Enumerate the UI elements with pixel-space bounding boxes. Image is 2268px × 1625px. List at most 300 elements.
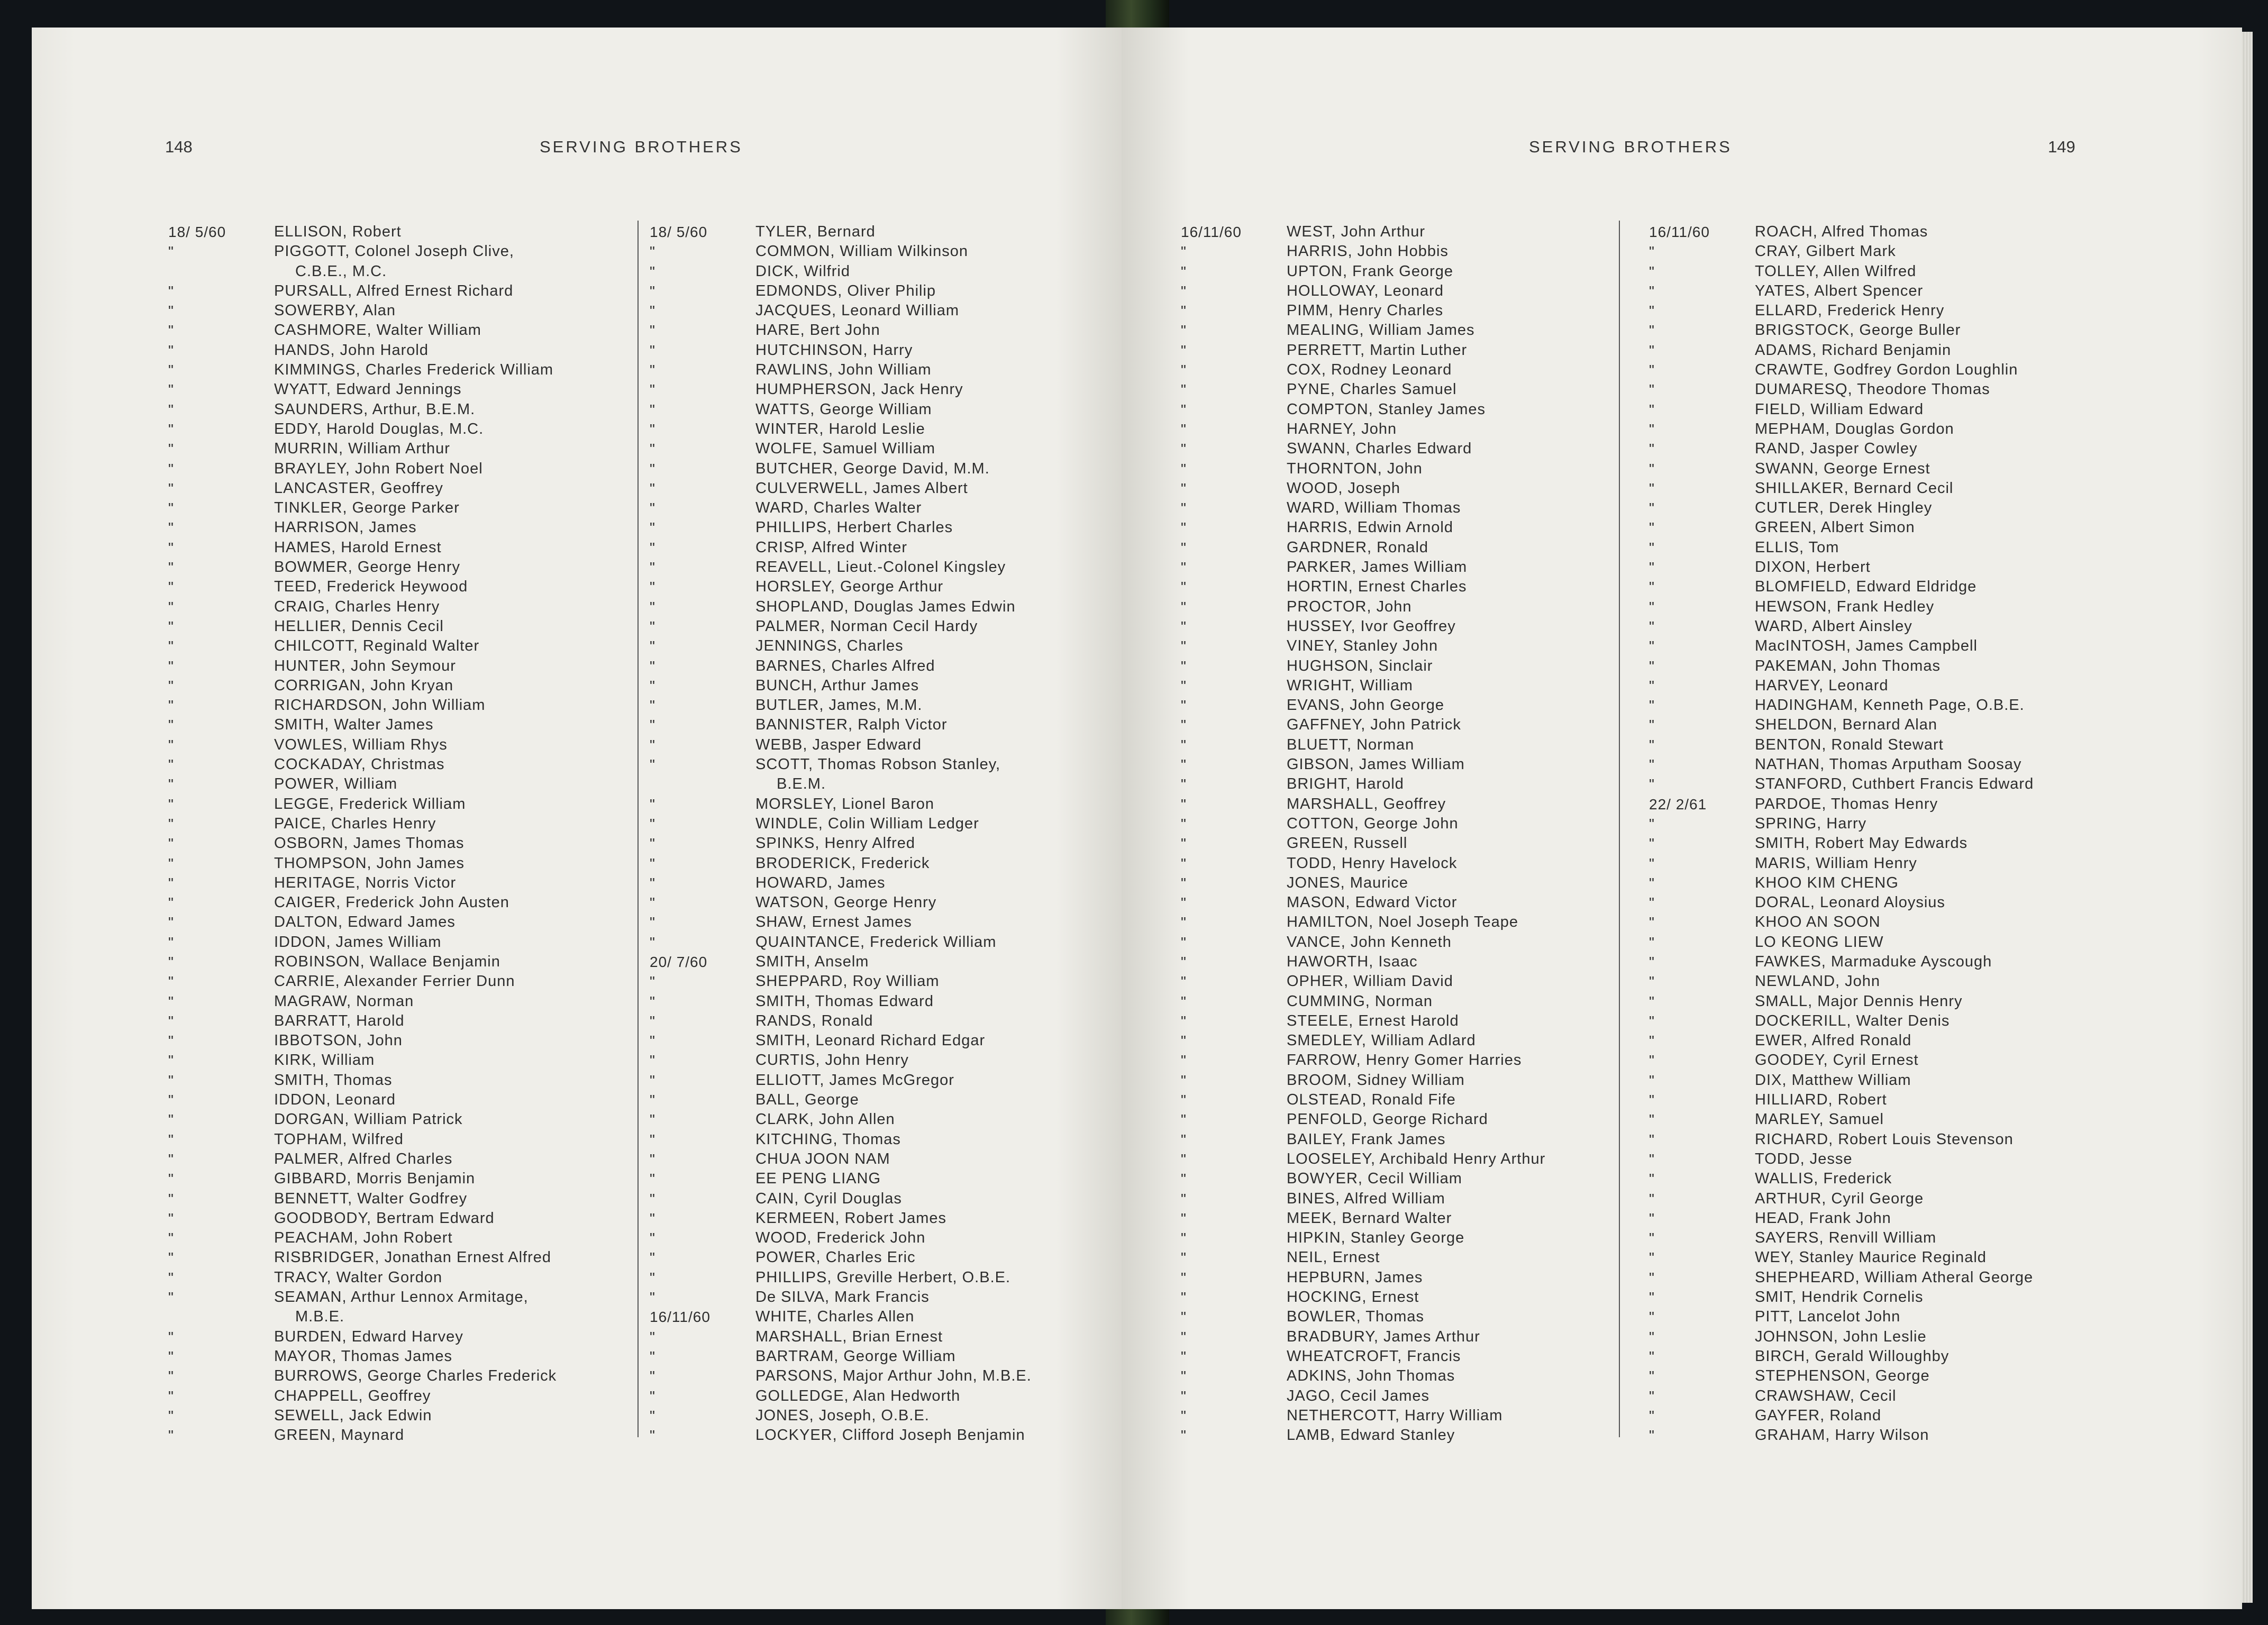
list-item: [1649, 400, 2034, 419]
entry-name: REAVELL, Lieut.-Colonel Kingsley: [755, 559, 1006, 576]
list-item: [1181, 1288, 1545, 1307]
list-item: [1649, 755, 2034, 774]
entry-name: CARRIE, Alexander Ferrier Dunn: [274, 973, 515, 990]
list-item: [168, 952, 557, 972]
entry-name: IBBOTSON, John: [274, 1032, 403, 1049]
column-divider-right: [1619, 221, 1620, 1437]
entry-name: WARD, William Thomas: [1287, 499, 1461, 517]
entry-date: ": [650, 1131, 655, 1148]
entry-date: [168, 1307, 274, 1327]
entry-name: CHAPPELL, Geoffrey: [274, 1387, 431, 1404]
entry-name: HEAD, Frank John: [1755, 1209, 1891, 1227]
entry-name: MARLEY, Samuel: [1755, 1111, 1884, 1128]
entry-date: ": [168, 1033, 174, 1049]
entry-date: ": [1181, 973, 1187, 990]
entry-name: CASHMORE, Walter William: [274, 322, 481, 339]
entry-date: ": [650, 835, 655, 852]
entry-name: BIRCH, Gerald Willoughby: [1755, 1347, 1950, 1365]
entry-name: THOMPSON, John James: [274, 854, 465, 872]
entry-name: VOWLES, William Rhys: [274, 736, 448, 753]
left-page-column-1: [168, 222, 557, 1445]
entry-date: ": [1649, 1190, 1655, 1207]
entry-date: ": [650, 1210, 655, 1227]
entry-date: ": [1649, 1407, 1655, 1424]
entry-date: ": [1649, 697, 1655, 714]
entry-date: ": [168, 519, 174, 536]
entry-date: ": [168, 243, 174, 260]
entry-name: DORGAN, William Patrick: [274, 1111, 463, 1128]
entry-name: PARSONS, Major Arthur John, M.B.E.: [755, 1367, 1032, 1385]
entry-date: ": [650, 579, 655, 596]
list-item: [650, 262, 1032, 281]
entry-name: SPINKS, Henry Alfred: [755, 835, 916, 852]
entry-date: ": [1649, 993, 1655, 1010]
entry-date: ": [1181, 1407, 1187, 1424]
list-item: [650, 518, 1032, 537]
entry-date: ": [168, 480, 174, 497]
entry-name: PARDOE, Thomas Henry: [1755, 795, 1938, 812]
entry-date: ": [650, 796, 655, 812]
entry-name: HUMPHERSON, Jack Henry: [755, 381, 963, 398]
entry-name: DORAL, Leonard Aloysius: [1755, 894, 1945, 911]
list-item: [168, 617, 557, 636]
entry-name: LANCASTER, Geoffrey: [274, 479, 443, 497]
entry-date: ": [1181, 381, 1187, 398]
list-item: [168, 1366, 557, 1386]
list-item: [650, 873, 1032, 893]
entry-date: ": [1649, 1092, 1655, 1109]
entry-name: BENNETT, Walter Godfrey: [274, 1190, 468, 1207]
entry-name: JAGO, Cecil James: [1287, 1387, 1429, 1404]
list-item: [1649, 1288, 2034, 1307]
list-item: [1649, 676, 2034, 696]
entry-date: ": [168, 1249, 174, 1266]
list-item: [168, 242, 557, 261]
entry-date: ": [650, 1289, 655, 1306]
entry-date: ": [168, 539, 174, 556]
entry-date: ": [650, 559, 655, 576]
list-item: [168, 1288, 557, 1307]
list-item: [1181, 1268, 1545, 1288]
list-item: [650, 1406, 1032, 1426]
list-item: [168, 676, 557, 696]
entry-name: GRAHAM, Harry Wilson: [1755, 1427, 1929, 1444]
entry-name: COMPTON, Stanley James: [1287, 400, 1486, 418]
list-item: [650, 558, 1032, 577]
entry-name: COTTON, George John: [1287, 815, 1459, 832]
list-item: [168, 360, 557, 380]
entry-name: MAYOR, Thomas James: [274, 1347, 453, 1365]
entry-name: JENNINGS, Charles: [755, 637, 904, 655]
entry-date: ": [168, 993, 174, 1010]
entry-name: OSBORN, James Thomas: [274, 835, 464, 852]
entry-name: STEPHENSON, George: [1755, 1367, 1930, 1385]
entry-date: ": [168, 1407, 174, 1424]
list-item: [1181, 774, 1545, 794]
entry-name: JONES, Joseph, O.B.E.: [755, 1407, 930, 1424]
list-item: [1649, 735, 2034, 755]
entry-date: ": [1649, 1230, 1655, 1247]
list-item: [1181, 1090, 1545, 1110]
running-heading-left: SERVING BROTHERS: [540, 138, 743, 156]
entry-date: ": [1181, 480, 1187, 497]
entry-name: OPHER, William David: [1287, 973, 1453, 990]
entry-name: BOWMER, George Henry: [274, 559, 460, 576]
list-item: [1649, 696, 2034, 715]
entry-name: MEPHAM, Douglas Gordon: [1755, 420, 1954, 437]
entry-name: MARIS, William Henry: [1755, 854, 1917, 872]
entry-date: ": [168, 835, 174, 852]
entry-name: MARSHALL, Brian Ernest: [755, 1328, 943, 1345]
entry-date: ": [1649, 401, 1655, 418]
entry-name: LAMB, Edward Stanley: [1287, 1427, 1455, 1444]
entry-name: HORTIN, Ernest Charles: [1287, 578, 1467, 596]
entry-date: ": [650, 1230, 655, 1247]
entry-date: ": [1649, 914, 1655, 931]
entry-name: KHOO KIM CHENG: [1755, 874, 1899, 891]
list-item: [168, 1268, 557, 1288]
list-item: [168, 933, 557, 952]
entry-date: ": [1649, 480, 1655, 497]
list-item: [1181, 1327, 1545, 1347]
list-item: [168, 1169, 557, 1189]
entry-name: SMITH, Thomas: [274, 1071, 393, 1089]
entry-name: HADINGHAM, Kenneth Page, O.B.E.: [1755, 697, 2025, 714]
entry-name: CHUA JOON NAM: [755, 1150, 890, 1167]
entry-date: ": [1181, 638, 1187, 655]
entry-name: HARRIS, John Hobbis: [1287, 243, 1449, 260]
list-item: [1649, 1228, 2034, 1248]
entry-date: ": [1649, 1171, 1655, 1188]
list-item: [1181, 597, 1545, 617]
list-item: [168, 1110, 557, 1129]
list-item: [168, 301, 557, 321]
entry-date: ": [1649, 638, 1655, 655]
entry-name: BOWYER, Cecil William: [1287, 1170, 1462, 1188]
entry-name: DIXON, Herbert: [1755, 559, 1871, 576]
list-item: [650, 577, 1032, 597]
entry-date: ": [168, 1210, 174, 1227]
list-item: [650, 222, 1032, 242]
entry-name: CRAWTE, Godfrey Gordon Loughlin: [1755, 361, 2018, 379]
entry-date: ": [1649, 1309, 1655, 1326]
entry-name: HIPKIN, Stanley George: [1287, 1229, 1465, 1247]
entry-date: ": [1649, 1033, 1655, 1049]
entry-date: ": [650, 1249, 655, 1266]
entry-date: ": [168, 736, 174, 753]
entry-date: ": [1181, 519, 1187, 536]
entry-date: ": [1181, 500, 1187, 517]
list-item: [1649, 1406, 2034, 1426]
entry-date: ": [1181, 362, 1187, 379]
entry-date: ": [168, 1230, 174, 1247]
list-item: [1649, 222, 2034, 242]
entry-date: ": [1649, 894, 1655, 911]
entry-date: ": [1649, 934, 1655, 951]
entry-name: MASON, Edward Victor: [1287, 894, 1458, 911]
list-item: [1181, 636, 1545, 656]
list-item: [650, 893, 1032, 912]
entry-date: ": [1181, 1230, 1187, 1247]
list-item: [1649, 1110, 2034, 1129]
entry-name: DIX, Matthew William: [1755, 1071, 1911, 1089]
list-item: [168, 1031, 557, 1051]
entry-date: ": [1649, 874, 1655, 891]
list-item: [1181, 400, 1545, 419]
entry-date: ": [1181, 1289, 1187, 1306]
entry-date: ": [1649, 1368, 1655, 1385]
list-item: [650, 400, 1032, 419]
list-item: [1649, 992, 2034, 1011]
entry-date: ": [1181, 815, 1187, 832]
entry-date: ": [168, 1111, 174, 1128]
entry-date: ": [168, 1151, 174, 1167]
entry-name: WOOD, Frederick John: [755, 1229, 926, 1247]
entry-date: ": [650, 1387, 655, 1404]
entry-date: ": [1181, 1052, 1187, 1069]
list-item: [650, 1130, 1032, 1149]
entry-name: GREEN, Maynard: [274, 1427, 405, 1444]
entry-name: CUMMING, Norman: [1287, 992, 1433, 1010]
list-item: [168, 992, 557, 1011]
entry-name: TRACY, Walter Gordon: [274, 1268, 443, 1286]
entry-date: ": [1181, 1151, 1187, 1167]
entry-date: ": [1649, 263, 1655, 280]
list-item: [650, 656, 1032, 676]
entry-date: ": [1649, 1052, 1655, 1069]
list-item: [650, 242, 1032, 261]
entry-date: ": [650, 1348, 655, 1365]
list-item: [1181, 1130, 1545, 1149]
entry-name: SMALL, Major Dennis Henry: [1755, 992, 1963, 1010]
list-item: [1181, 262, 1545, 281]
entry-date: ": [650, 756, 655, 773]
list-item: [168, 597, 557, 617]
entry-date: ": [168, 1427, 174, 1444]
entry-date: ": [650, 1328, 655, 1345]
entry-name: GOODBODY, Bertram Edward: [274, 1209, 495, 1227]
entry-name: PITT, Lancelot John: [1755, 1308, 1901, 1326]
list-item: [650, 735, 1032, 755]
entry-date: ": [650, 914, 655, 931]
entry-name: PALMER, Alfred Charles: [274, 1150, 453, 1167]
entry-date: ": [650, 421, 655, 437]
entry-name: BURROWS, George Charles Frederick: [274, 1367, 557, 1385]
list-item: [168, 1189, 557, 1209]
list-item: [168, 400, 557, 419]
entry-date: ": [168, 1328, 174, 1345]
entry-date: ": [650, 855, 655, 872]
entry-date: ": [1649, 756, 1655, 773]
entry-date: ": [168, 303, 174, 319]
entry-date: ": [168, 441, 174, 458]
entry-date: ": [1649, 677, 1655, 694]
list-item: [1649, 518, 2034, 537]
list-item: [1649, 1386, 2034, 1406]
entry-name: ARTHUR, Cyril George: [1755, 1190, 1924, 1207]
list-item: [1649, 262, 2034, 281]
entry-name: HERITAGE, Norris Victor: [274, 874, 457, 891]
entry-date: ": [1649, 1111, 1655, 1128]
entry-name: CRAWSHAW, Cecil: [1755, 1387, 1897, 1404]
entry-date: ": [1181, 401, 1187, 418]
entry-date: ": [1181, 1387, 1187, 1404]
entry-name: SAUNDERS, Arthur, B.E.M.: [274, 400, 476, 418]
entry-date: ": [1181, 1269, 1187, 1286]
entry-name: PALMER, Norman Cecil Hardy: [755, 617, 978, 635]
entry-name: BLOMFIELD, Edward Eldridge: [1755, 578, 1977, 596]
entry-name: SEWELL, Jack Edwin: [274, 1407, 432, 1424]
entry-date: ": [650, 480, 655, 497]
entry-name: CAIGER, Frederick John Austen: [274, 894, 509, 911]
entry-date: 22/ 2/61: [1649, 796, 1707, 812]
list-item: [168, 380, 557, 399]
entry-date: ": [168, 874, 174, 891]
entry-date: ": [1181, 874, 1187, 891]
list-item: [650, 676, 1032, 696]
entry-name: HELLIER, Dennis Cecil: [274, 617, 444, 635]
entry-name: LO KEONG LIEW: [1755, 933, 1884, 951]
list-item: [1181, 696, 1545, 715]
list-item: [650, 834, 1032, 853]
entry-date: ": [1649, 973, 1655, 990]
list-item: [1649, 854, 2034, 873]
entry-date: ": [1649, 500, 1655, 517]
list-item: [168, 1228, 557, 1248]
list-item: [168, 1327, 557, 1347]
entry-name: HARVEY, Leonard: [1755, 677, 1889, 694]
list-item: [1181, 1386, 1545, 1406]
entry-date: ": [168, 1131, 174, 1148]
list-item: [1649, 1090, 2034, 1110]
list-item: [1181, 222, 1545, 242]
entry-name: STEELE, Ernest Harold: [1287, 1012, 1459, 1029]
entry-date: ": [1649, 855, 1655, 872]
entry-name: KIRK, William: [274, 1052, 375, 1069]
entry-date: 18/ 5/60: [168, 224, 226, 240]
list-item: [168, 893, 557, 912]
list-item: [168, 1406, 557, 1426]
list-item: [650, 1110, 1032, 1129]
entry-name: SWANN, George Ernest: [1755, 460, 1930, 477]
entry-name: KHOO AN SOON: [1755, 914, 1881, 931]
list-item: [168, 439, 557, 459]
list-item: [1649, 795, 2034, 814]
entry-name: IDDON, James William: [274, 933, 442, 951]
list-item: [168, 518, 557, 537]
list-item: [168, 854, 557, 873]
entry-date: ": [1649, 1210, 1655, 1227]
entry-date: ": [1181, 953, 1187, 970]
entry-date: ": [168, 381, 174, 398]
entry-date: ": [168, 500, 174, 517]
entry-date: ": [1649, 1249, 1655, 1266]
entry-name: BROOM, Sidney William: [1287, 1071, 1465, 1089]
list-item: [650, 795, 1032, 814]
entry-name: RISBRIDGER, Jonathan Ernest Alfred: [274, 1249, 551, 1266]
entry-date: ": [650, 500, 655, 517]
entry-name: WARD, Charles Walter: [755, 499, 922, 517]
list-item: [168, 498, 557, 518]
list-item: [1181, 992, 1545, 1011]
entry-name: FIELD, William Edward: [1755, 400, 1924, 418]
list-item: [650, 992, 1032, 1011]
entry-date: ": [1181, 736, 1187, 753]
list-item: [1181, 1110, 1545, 1129]
list-item: [1181, 321, 1545, 340]
entry-name: NATHAN, Thomas Arputham Soosay: [1755, 756, 2022, 773]
entry-name: BUTCHER, George David, M.M.: [755, 460, 990, 477]
entry-name: TOPHAM, Wilfred: [274, 1130, 404, 1148]
entry-name: PAKEMAN, John Thomas: [1755, 657, 1941, 674]
list-item: [168, 321, 557, 340]
list-item: [1649, 1347, 2034, 1366]
entry-name: WINTER, Harold Leslie: [755, 420, 925, 437]
entry-date: ": [650, 1427, 655, 1444]
entry-date: ": [1649, 1348, 1655, 1365]
entry-name: HAMES, Harold Ernest: [274, 538, 442, 556]
entry-date: ": [650, 401, 655, 418]
entry-name: JACQUES, Leonard William: [755, 302, 959, 319]
entry-date: ": [650, 658, 655, 674]
entry-name: FARROW, Henry Gomer Harries: [1287, 1052, 1522, 1069]
entry-date: ": [168, 362, 174, 379]
page-edges: [2242, 32, 2253, 1603]
entry-date: ": [1181, 243, 1187, 260]
entry-name: BRIGHT, Harold: [1287, 775, 1404, 793]
list-item: [650, 1228, 1032, 1248]
entry-name: ELLISON, Robert: [274, 223, 402, 240]
entry-name: SHAW, Ernest James: [755, 914, 912, 931]
entry-name: RAWLINS, John William: [755, 361, 932, 379]
entry-name: BRADBURY, James Arthur: [1287, 1328, 1480, 1345]
entry-date: ": [1649, 381, 1655, 398]
entry-name: HAWORTH, Isaac: [1287, 953, 1418, 970]
entry-date: ": [168, 1092, 174, 1109]
entry-name: GREEN, Russell: [1287, 835, 1408, 852]
entry-name: SAYERS, Renvill William: [1755, 1229, 1937, 1247]
list-item: [650, 1386, 1032, 1406]
entry-name: DALTON, Edward James: [274, 914, 456, 931]
list-item: [1181, 558, 1545, 577]
list-item: [1649, 419, 2034, 439]
list-item: [1649, 814, 2034, 834]
list-item: [650, 360, 1032, 380]
list-item: [1181, 1071, 1545, 1090]
list-item: [650, 439, 1032, 459]
list-item: [168, 479, 557, 498]
entry-date: 18/ 5/60: [650, 224, 708, 240]
list-item: [650, 696, 1032, 715]
running-heading-right: SERVING BROTHERS: [1529, 138, 1732, 156]
entry-date: ": [168, 1052, 174, 1069]
list-item: [1649, 439, 2034, 459]
entry-name: CHILCOTT, Reginald Walter: [274, 637, 480, 655]
entry-name: CLARK, John Allen: [755, 1111, 895, 1128]
entry-date: ": [1181, 1111, 1187, 1128]
entry-date: ": [168, 598, 174, 615]
list-item: [1181, 912, 1545, 932]
list-item: [1649, 242, 2034, 261]
list-item: [650, 814, 1032, 834]
entry-name: LOOSELEY, Archibald Henry Arthur: [1287, 1150, 1546, 1167]
entry-name: ELLARD, Frederick Henry: [1755, 302, 1945, 319]
entry-name: POWER, Charles Eric: [755, 1249, 916, 1266]
entry-name: FAWKES, Marmaduke Ayscough: [1755, 953, 1992, 970]
entry-name: CORRIGAN, John Kryan: [274, 677, 454, 694]
list-item: [1649, 656, 2034, 676]
entry-name: RICHARD, Robert Louis Stevenson: [1755, 1130, 2014, 1148]
